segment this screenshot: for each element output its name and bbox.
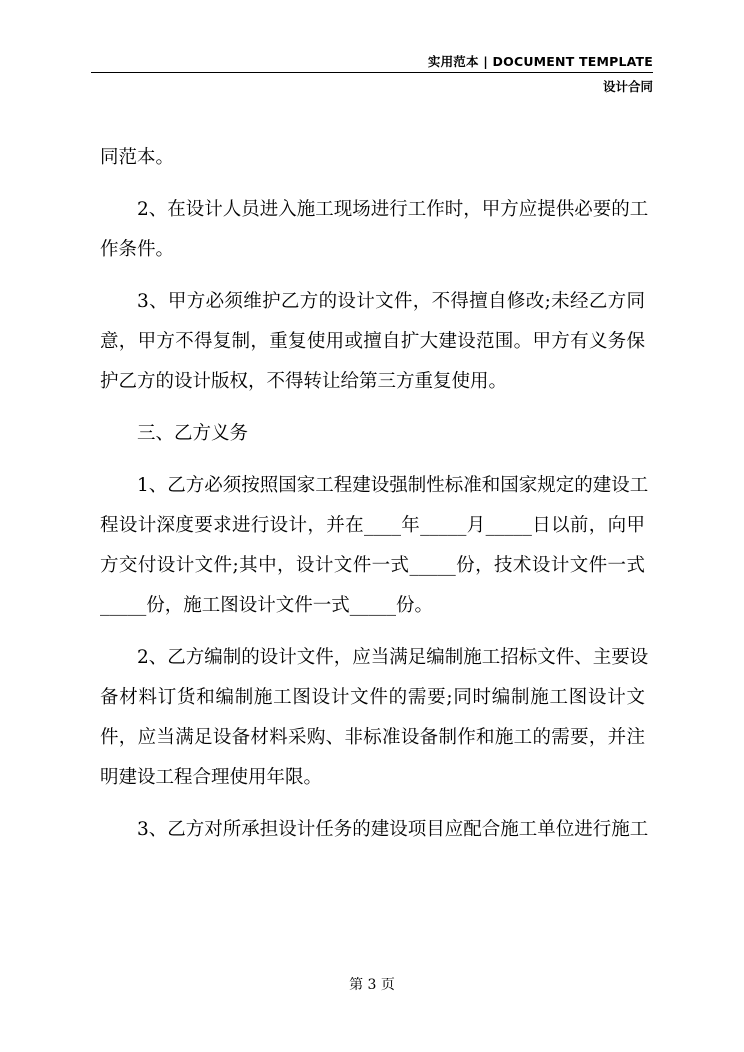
header-subtitle: 设计合同: [602, 79, 653, 94]
paragraph-gap: [100, 178, 645, 190]
text-line: 备材料订货和编制施工图设计文件的需要;同时编制施工图设计文: [100, 687, 645, 708]
text-line: 方交付设计文件;其中，设计文件一式_____份，技术设计文件一式: [100, 555, 645, 576]
text-line: 护乙方的设计版权，不得转让给第三方重复使用。: [100, 371, 508, 392]
text-line: 同范本。: [100, 147, 175, 168]
header-divider: [91, 72, 653, 73]
header-title: 实用范本 | DOCUMENT TEMPLATE: [427, 54, 653, 69]
text-line: 2、在设计人员进入施工现场进行工作时，甲方应提供必要的工: [137, 199, 649, 220]
text-line: 3、乙方对所承担设计任务的建设项目应配合施工单位进行施工: [137, 819, 649, 840]
text-line: _____份，施工图设计文件一式_____份。: [100, 595, 434, 616]
text-line: 意，甲方不得复制，重复使用或擅自扩大建设范围。甲方有义务保: [100, 331, 645, 352]
text-line: 2、乙方编制的设计文件，应当满足编制施工招标文件、主要设: [137, 647, 649, 668]
paragraph-gap: [100, 454, 645, 466]
paragraph-gap: [100, 402, 645, 414]
paragraph-gap: [100, 798, 645, 810]
text-line: 三、乙方义务: [137, 423, 249, 444]
page-number: 第 3 页: [349, 977, 395, 993]
document-body: [100, 138, 649, 850]
text-line: 1、乙方必须按照国家工程建设强制性标准和国家规定的建设工: [137, 475, 649, 496]
text-line: 明建设工程合理使用年限。: [100, 767, 323, 788]
paragraph-gap: [100, 626, 645, 638]
paragraph-gap: [100, 270, 645, 282]
text-line: 程设计深度要求进行设计，并在____年_____月_____日以前，向甲: [100, 515, 645, 536]
text-line: 件，应当满足设备材料采购、非标准设备制作和施工的需要，并注: [100, 727, 645, 748]
text-line: 3、甲方必须维护乙方的设计文件，不得擅自修改;未经乙方同: [137, 291, 645, 312]
text-line: 作条件。: [100, 239, 175, 260]
